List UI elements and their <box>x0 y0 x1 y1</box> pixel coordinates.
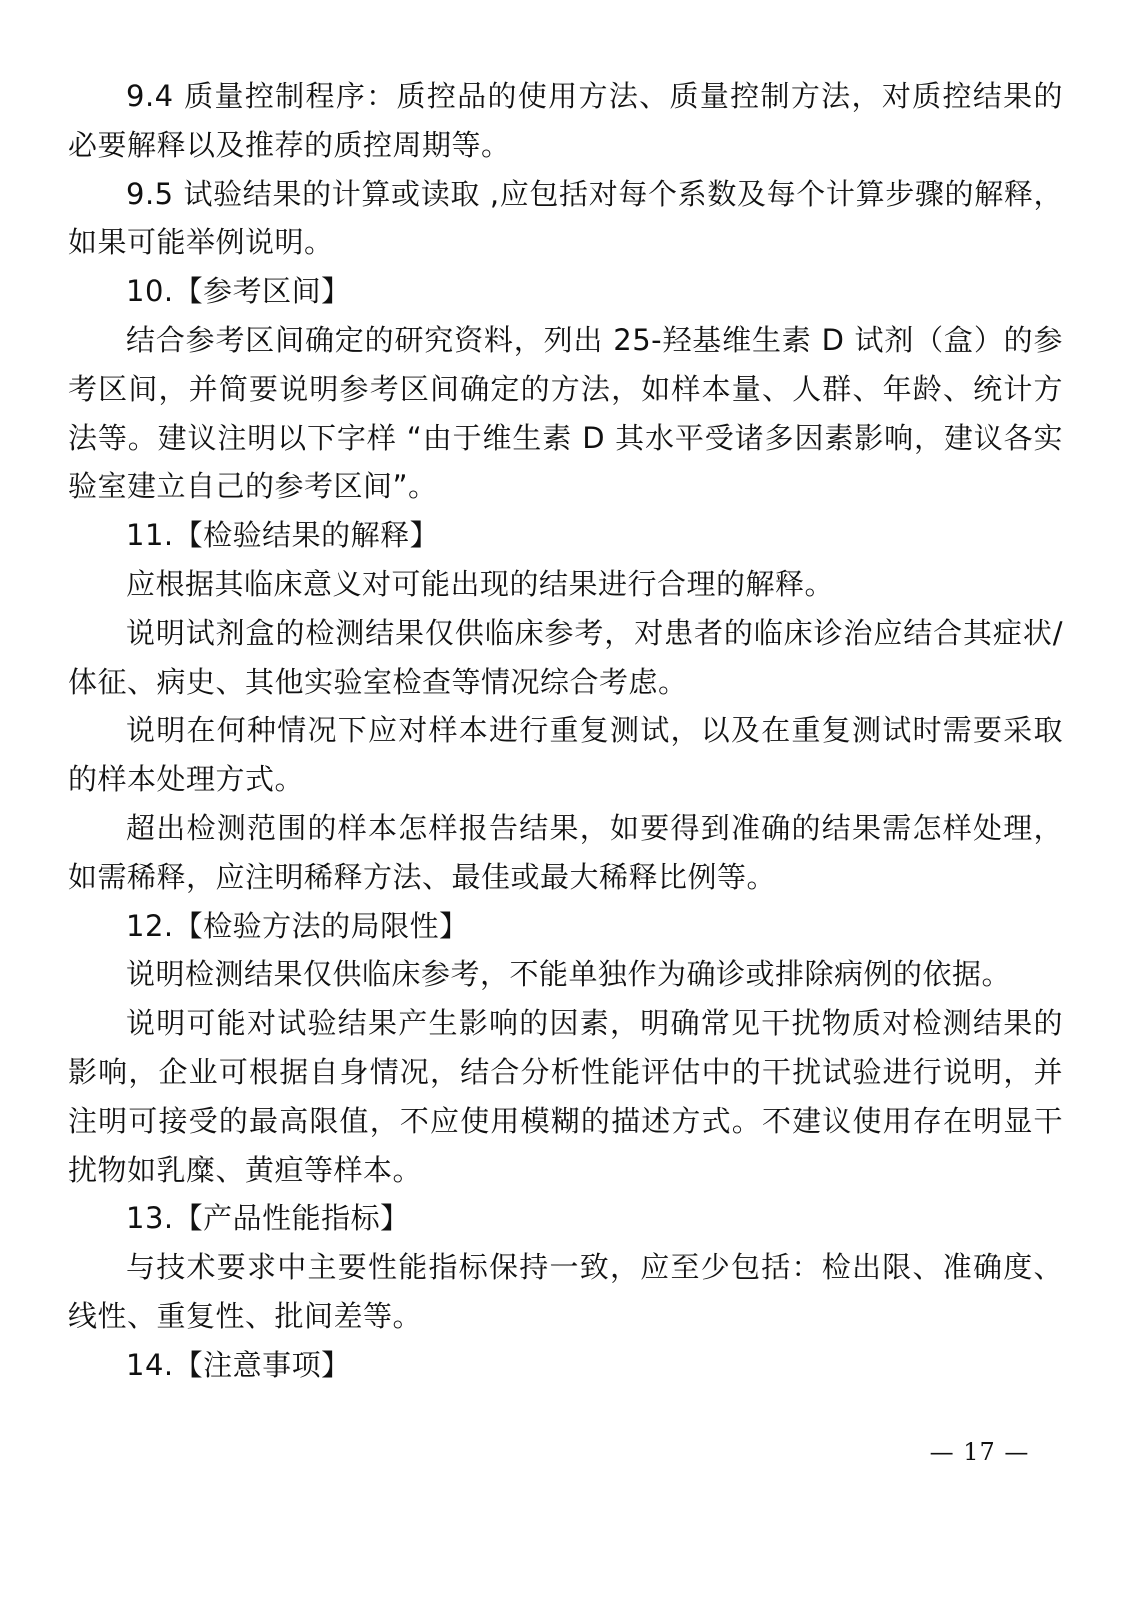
paragraph-result-interpretation-4: 超出检测范围的样本怎样报告结果，如要得到准确的结果需怎样处理，如需稀释，应注明稀释方法、最佳或最大稀释比例等。 <box>68 810 1063 894</box>
section-heading-10: 10.【参考区间】 <box>126 274 351 309</box>
page-number <box>0 1438 1131 1466</box>
paragraph-result-interpretation-3: 说明在何种情况下应对样本进行重复测试，以及在重复测试时需要采取的样本处理方式。 <box>68 713 1063 797</box>
paragraph-reference-interval: 结合参考区间确定的研究资料，列出 25-羟基维生素 D 试剂（盒）的参考区间，并简要说明参考区间确定的方法，如样本量、人群、年龄、统计方法等。建议注明以下字样 “由于维生素 D 其水平受诸多因素影响，建议各实验室建立自己的参考区间”。 <box>68 322 1063 504</box>
paragraph-9-4: 9.4 质量控制程序：质控品的使用方法、质量控制方法，对质控结果的必要解释以及推荐的质控周期等。 <box>68 79 1063 162</box>
paragraph-9-5: 9.5 试验结果的计算或读取 ,应包括对每个系数及每个计算步骤的解释，如果可能举例说明。 <box>68 176 1063 260</box>
paragraph-limitations-2: 说明可能对试验结果产生影响的因素，明确常见干扰物质对检测结果的影响，企业可根据自身情况，结合分析性能评估中的干扰试验进行说明，并注明可接受的最高限值，不应使用模糊的描述方式。不建议使用存在明显干扰物如乳糜、黄疸等样本。 <box>68 1006 1063 1187</box>
section-heading-12: 12.【检验方法的局限性】 <box>126 908 469 943</box>
section-heading-13: 13.【产品性能指标】 <box>126 1201 410 1236</box>
paragraph-result-interpretation-2: 说明试剂盒的检测结果仅供临床参考，对患者的临床诊治应结合其症状/体征、病史、其他实验室检查等情况综合考虑。 <box>68 615 1063 699</box>
paragraph-limitations-1: 说明检测结果仅供临床参考，不能单独作为确诊或排除病例的依据。 <box>126 957 1012 992</box>
section-heading-11: 11.【检验结果的解释】 <box>126 518 440 553</box>
document-body <box>68 72 1063 1390</box>
section-heading-14: 14.【注意事项】 <box>126 1347 351 1382</box>
paragraph-performance: 与技术要求中主要性能指标保持一致，应至少包括：检出限、准确度、线性、重复性、批间差等。 <box>68 1250 1063 1333</box>
page-number-text: — 17 — <box>929 1438 1030 1466</box>
paragraph-result-interpretation-1: 应根据其临床意义对可能出现的结果进行合理的解释。 <box>126 566 835 601</box>
